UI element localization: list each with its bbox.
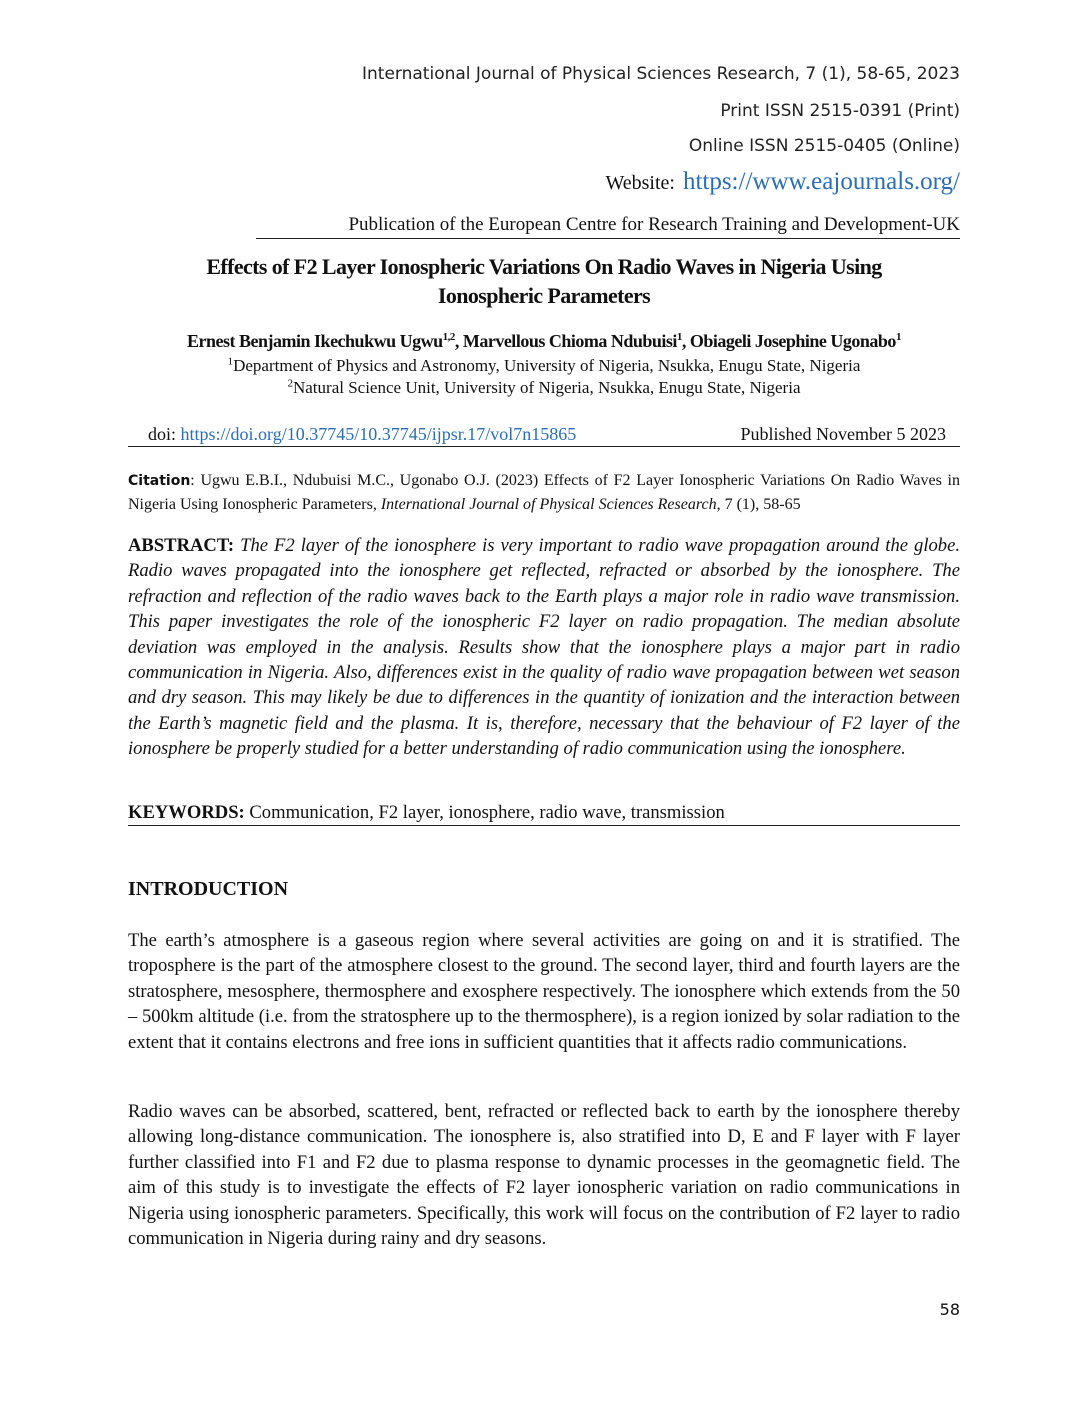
author-separator: , bbox=[681, 331, 690, 351]
website-line bbox=[605, 168, 960, 196]
page-number: 58 bbox=[939, 1300, 960, 1319]
doi-link[interactable]: https://doi.org/10.37745/10.37745/ijpsr.17/vol7n15865 bbox=[180, 424, 577, 444]
author-name: Marvellous Chioma Ndubuisi bbox=[462, 331, 677, 351]
author-name: Ernest Benjamin Ikechukwu Ugwu bbox=[187, 331, 443, 351]
affiliation-sup: 2 bbox=[287, 377, 293, 390]
author-separator: , bbox=[454, 331, 463, 351]
doi bbox=[148, 424, 576, 445]
doi-label: doi: bbox=[148, 424, 177, 444]
citation-label: Citation bbox=[128, 473, 191, 489]
author-sup: 1,2 bbox=[442, 331, 455, 343]
website-link[interactable]: https://www.eajournals.org/ bbox=[682, 168, 960, 195]
affiliation-2 bbox=[120, 378, 968, 398]
affiliation-text: Department of Physics and Astronomy, University of Nigeria, Nsukka, Enugu State, Nigeria bbox=[233, 356, 861, 375]
affiliation-text: Natural Science Unit, University of Nigeria, Nsukka, Enugu State, Nigeria bbox=[292, 378, 801, 397]
affiliation-sup: 1 bbox=[227, 355, 234, 368]
journal-reference: International Journal of Physical Sciences Research, 7 (1), 58-65, 2023 bbox=[362, 64, 960, 84]
online-issn: Online ISSN 2515-0405 (Online) bbox=[688, 136, 960, 156]
citation-text: : Ugwu E.B.I., Ndubuisi M.C., Ugonabo O.J. (2023) Effects of F2 Layer Ionospheric Variations On Radio Waves in Nigeria Using Ionospheric Parameters, bbox=[128, 472, 960, 513]
website-label: Website: bbox=[605, 172, 675, 194]
citation bbox=[128, 469, 960, 517]
citation-journal: International Journal of Physical Sciences Research bbox=[380, 496, 717, 513]
author-name: Obiageli Josephine Ugonabo bbox=[689, 331, 896, 351]
published-date: Published November 5 2023 bbox=[740, 424, 946, 444]
publisher-line: Publication of the European Centre for Research Training and Development-UK bbox=[256, 214, 960, 239]
affiliation-1 bbox=[120, 356, 968, 376]
citation-volume: , 7 (1), 58-65 bbox=[716, 496, 801, 513]
title-line-1: Effects of F2 Layer Ionospheric Variations On Radio Waves in Nigeria Using bbox=[206, 254, 882, 279]
author-sup: 1 bbox=[895, 331, 901, 343]
print-issn: Print ISSN 2515-0391 (Print) bbox=[720, 101, 960, 121]
abstract bbox=[128, 533, 960, 762]
author-sup: 1 bbox=[676, 331, 682, 343]
doi-line bbox=[128, 424, 960, 447]
abstract-text: The F2 layer of the ionosphere is very important to radio wave propagation around the globe. Radio waves propagated into the ionosphere get reflected, refracted or absorbed by the ionosphere. The refraction and reflection of the radio waves back to the Earth plays a major role in radio wave transmission. This paper investigates the role of the ionospheric F2 layer on radio propagation. The median absolute deviation was employed in the analysis. Results show that the ionosphere plays a major part in radio communication in Nigeria. Also, differences exist in the quality of radio wave propagation between wet season and dry season. This may likely be due to differences in the quantity of ionization and the interaction between the Earth’s magnetic field and the plasma. It is, therefore, necessary that the behaviour of F2 layer of the ionosphere be properly studied for a better understanding of radio communication using the ionosphere. bbox=[128, 535, 960, 760]
author-list bbox=[120, 331, 968, 352]
intro-paragraph-1: The earth’s atmosphere is a gaseous region where several activities are going on and it is stratified. The troposphere is the part of the atmosphere closest to the ground. The second layer, third and fourth layers are the stratosphere, mesosphere, thermosphere and exosphere respectively. The ionosphere which extends from the 50 – 500km altitude (i.e. from the stratosphere up to the thermosphere), is a region ionized by solar radiation to the extent that it contains electrons and free ions in sufficient quantities that it affects radio communications. bbox=[128, 930, 960, 1053]
abstract-label: ABSTRACT: bbox=[128, 535, 235, 556]
intro-paragraph-2: Radio waves can be absorbed, scattered, bent, refracted or reflected back to earth by the ionosphere thereby allowing long-distance communication. The ionosphere is, also stratified into D, E and F layer with F layer further classified into F1 and F2 due to plasma response to dynamic processes in the geomagnetic field. The aim of this study is to investigate the effects of F2 layer ionospheric variation on radio communications in Nigeria using ionospheric parameters. Specifically, this work will focus on the contribution of F2 layer to radio communication in Nigeria during rainy and dry seasons. bbox=[128, 1101, 960, 1250]
article-title bbox=[140, 252, 948, 310]
title-line-2: Ionospheric Parameters bbox=[437, 283, 651, 308]
keywords bbox=[128, 802, 960, 826]
keywords-text: Communication, F2 layer, ionosphere, radio wave, transmission bbox=[249, 802, 725, 823]
introduction-heading: INTRODUCTION bbox=[128, 878, 289, 900]
keywords-label: KEYWORDS: bbox=[128, 802, 245, 823]
